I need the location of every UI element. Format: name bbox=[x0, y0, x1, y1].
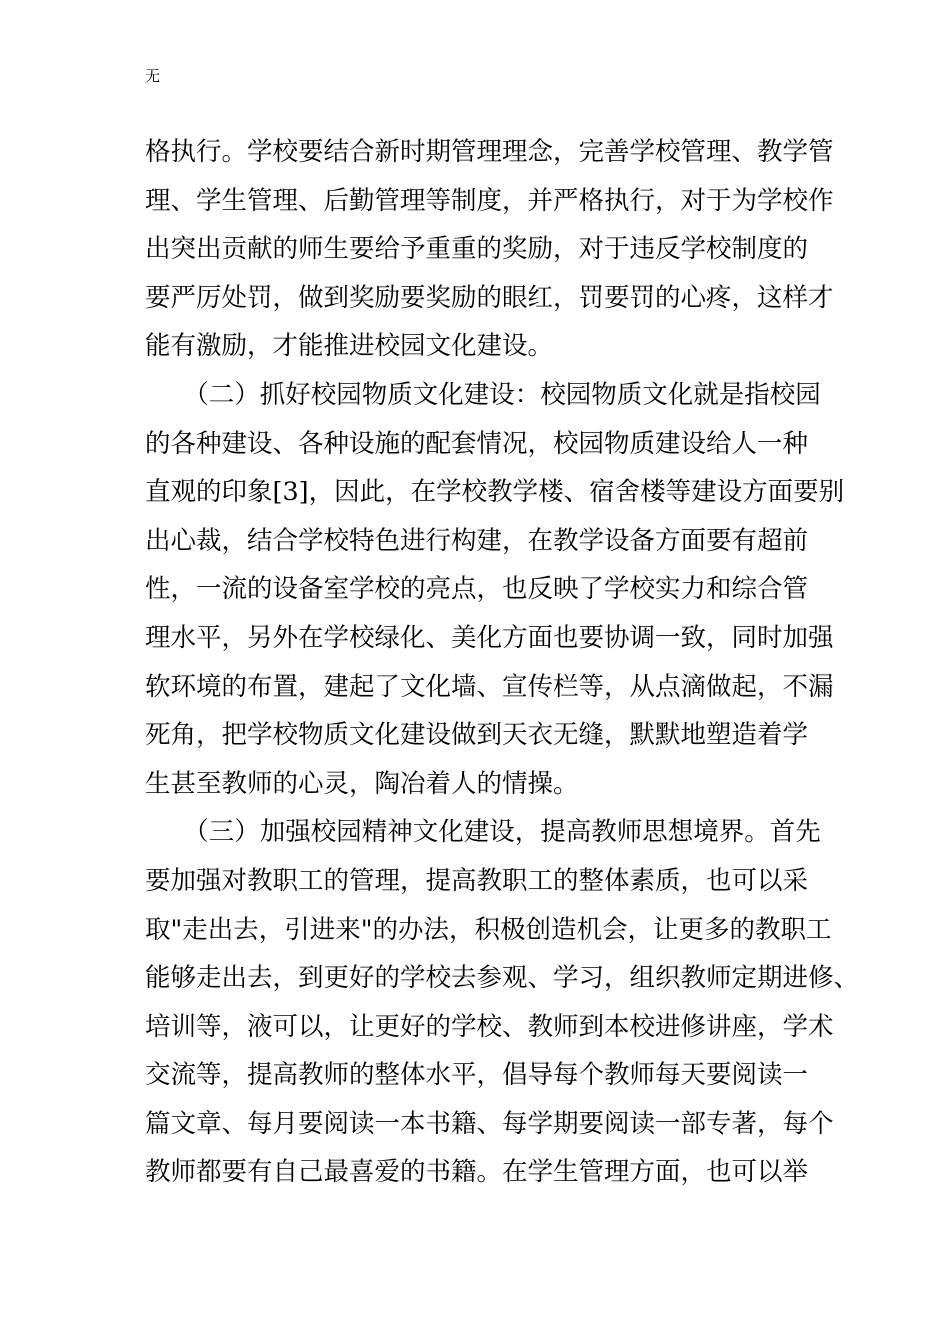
text-line: 直观的印象[3]，因此，在学校教学楼、宿舍楼等建设方面要别 bbox=[145, 477, 845, 508]
text-line: 软环境的布置，建起了文化墙、宣传栏等，从点滴做起，不漏 bbox=[145, 671, 834, 702]
text-line: 死角，把学校物质文化建设做到天衣无缝，默默地塑造着学 bbox=[145, 720, 809, 751]
text-line: 的各种建设、各种设施的配套情况，校园物质建设给人一种 bbox=[145, 428, 809, 459]
text-line: 能够走出去，到更好的学校去参观、学习，组织教师定期进修、 bbox=[145, 963, 860, 994]
text-line: 理水平，另外在学校绿化、美化方面也要协调一致，同时加强 bbox=[145, 622, 834, 653]
text-line: （二）抓好校园物质文化建设：校园物质文化就是指校园 bbox=[145, 379, 821, 410]
text-line: 篇文章、每月要阅读一本书籍、每学期要阅读一部专著，每个 bbox=[145, 1108, 834, 1139]
text-line: 交流等，提高教师的整体水平，倡导每个教师每天要阅读一 bbox=[145, 1060, 809, 1091]
text-line: 能有激励，才能推进校园文化建设。 bbox=[145, 331, 554, 362]
text-line: 教师都要有自己最喜爱的书籍。在学生管理方面，也可以举 bbox=[145, 1157, 809, 1188]
text-line: 出突出贡献的师生要给予重重的奖励，对于违反学校制度的 bbox=[145, 234, 809, 265]
text-line: 出心裁，结合学校特色进行构建，在教学设备方面要有超前 bbox=[145, 525, 809, 556]
text-line: 生甚至教师的心灵，陶冶着人的情操。 bbox=[145, 768, 579, 799]
text-line: 取"走出去，引进来"的办法，积极创造机会，让更多的教职工 bbox=[145, 914, 832, 945]
text-line: 培训等，液可以，让更好的学校、教师到本校进修讲座，学术 bbox=[145, 1011, 834, 1042]
text-line: 格执行。学校要结合新时期管理理念，完善学校管理、教学管 bbox=[145, 137, 834, 167]
text-line: 要加强对教职工的管理，提高教职工的整体素质，也可以采 bbox=[145, 865, 809, 896]
page-header: 无 bbox=[145, 67, 161, 85]
text-line: 要严厉处罚，做到奖励要奖励的眼红，罚要罚的心疼，这样才 bbox=[145, 282, 834, 313]
body-text bbox=[145, 128, 860, 1197]
text-line: 理、学生管理、后勤管理等制度，并严格执行，对于为学校作 bbox=[145, 185, 834, 216]
text-line: 性，一流的设备室学校的亮点，也反映了学校实力和综合管 bbox=[145, 574, 809, 605]
text-line: （三）加强校园精神文化建设，提高教师思想境界。首先 bbox=[145, 817, 821, 848]
